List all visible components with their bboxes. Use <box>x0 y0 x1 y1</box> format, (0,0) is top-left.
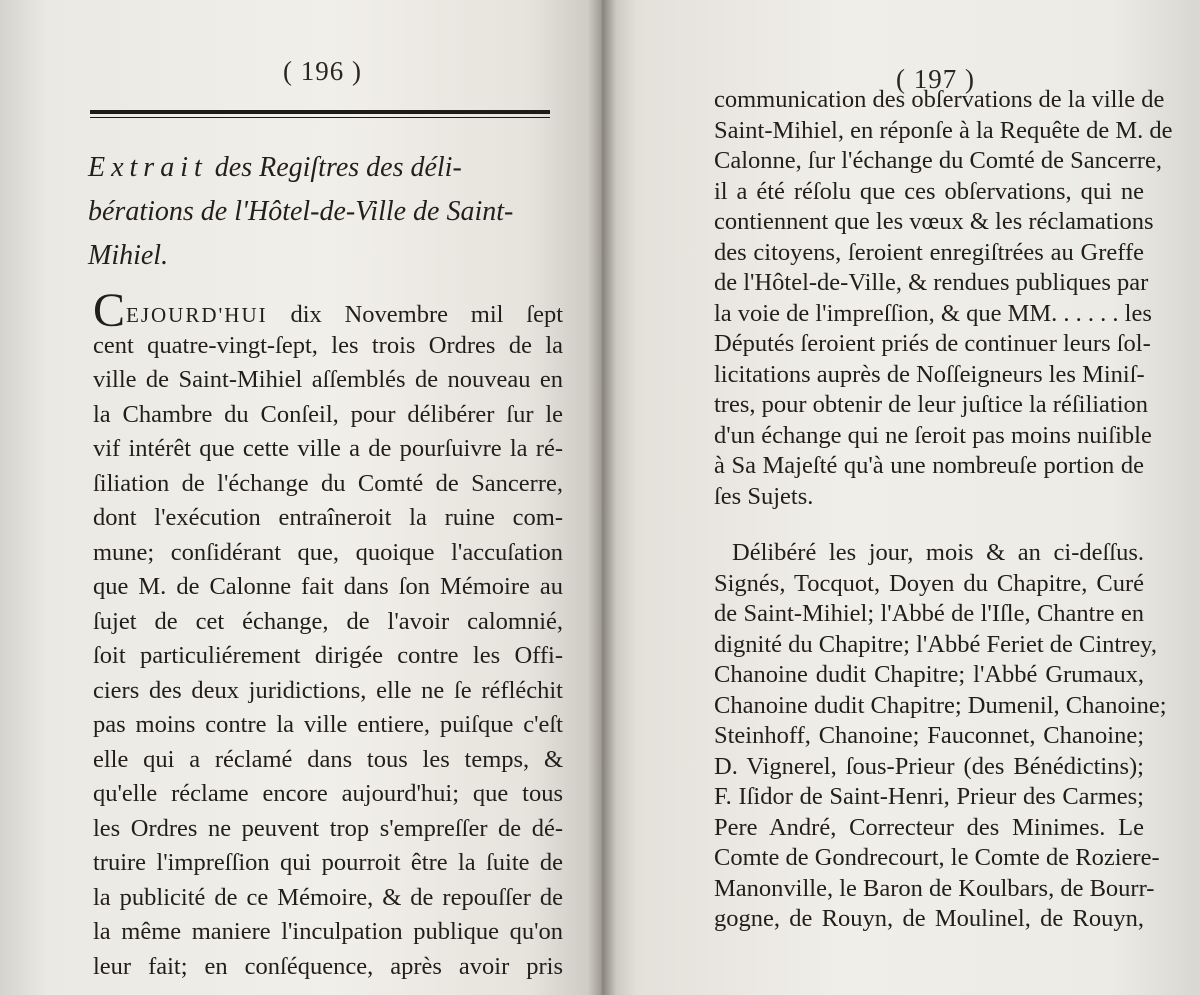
heading-rule-thin <box>90 117 550 118</box>
text-line: Calonne, ſur l'échange du Comté de Sancerre, <box>714 147 1162 174</box>
text-line: les Ordres ne peuvent trop s'empreſſer de dé- <box>93 814 563 842</box>
text-line: Steinhoff, Chanoine; Fauconnet, Chanoine; <box>714 722 1144 749</box>
text-line: ſujet de cet échange, de l'avoir calomnié, <box>93 607 563 635</box>
text-line: cent quatre-vingt-ſept, les trois Ordres de la <box>93 331 563 359</box>
text-line: gogne, de Rouyn, de Moulinel, de Rouyn, <box>714 905 1144 932</box>
text-line: mune; conſidérant que, quoique l'accuſation <box>93 538 563 566</box>
text-line: leur fait; en conſéquence, après avoir pris <box>93 952 563 980</box>
heading-line-2: bérations de l'Hôtel-de-Ville de Saint- <box>88 196 514 227</box>
text-line: la même maniere l'inculpation publique qu'on <box>93 918 563 945</box>
text-line: Manonville, le Baron de Koulbars, de Bourr- <box>714 874 1155 902</box>
page-number-left: ( 196 ) <box>283 56 362 86</box>
heading-rule-thick <box>90 110 550 114</box>
heading-line-1 <box>88 146 568 190</box>
text-line: communication des obſervations de la ville de <box>714 86 1165 113</box>
text-line: il a été réſolu que ces obſervations, qui ne <box>714 177 1144 205</box>
text-line <box>93 284 564 337</box>
text-line: elle qui a réclamé dans tous les temps, & <box>93 745 563 773</box>
text-line: la publicité de ce Mémoire, & de repouſſer de <box>93 883 563 911</box>
text-line: de Saint-Mihiel; l'Abbé de l'Iſle, Chantre en <box>714 600 1144 627</box>
text-line: D. Vignerel, ſous-Prieur (des Bénédictins); <box>714 752 1144 780</box>
right-body-text <box>714 85 1173 512</box>
text-line: Délibéré les jour, mois & an ci-deſſus. <box>732 539 1144 566</box>
drop-cap: C <box>93 284 126 337</box>
text-line: F. Iſidor de Saint-Henri, Prieur des Carmes; <box>714 783 1144 810</box>
text-line: truire l'impreſſion qui pourroit être la ſuite de <box>93 849 563 876</box>
text-line: que M. de Calonne fait dans ſon Mémoire au <box>93 573 563 600</box>
text-line: Députés ſeroient priés de continuer leurs ſol- <box>714 330 1151 357</box>
text-line: la voie de l'impreſſion, & que MM. . . . . . les <box>714 299 1152 327</box>
signatures-text <box>714 538 1167 935</box>
text-line: qu'elle réclame encore aujourd'hui; que tous <box>93 780 563 807</box>
text-line: ſes Sujets. <box>714 482 814 510</box>
text-line: dignité du Chapitre; l'Abbé Feriet de Cintrey, <box>714 630 1158 658</box>
text-line-content: dix Novembre mil ſept <box>290 301 564 328</box>
left-body-text <box>93 284 564 984</box>
first-word: EJOURD'HUI <box>126 303 268 327</box>
text-line: à Sa Majeſté qu'à une nombreuſe portion de <box>714 452 1144 479</box>
heading-line-3: Mihiel. <box>88 240 169 271</box>
book-gutter <box>588 0 616 995</box>
text-line: ville de Saint-Mihiel aſſemblés de nouveau en <box>93 366 563 393</box>
text-line: Pere André, Correcteur des Minimes. Le <box>714 813 1144 841</box>
text-line: ſoit particuliérement dirigée contre les Offi- <box>93 642 563 669</box>
text-line: licitations auprès de Noſſeigneurs les Miniſ- <box>714 360 1145 388</box>
text-line: de l'Hôtel-de-Ville, & rendues publiques par <box>714 269 1149 296</box>
text-line: Signés, Tocquot, Doyen du Chapitre, Curé <box>714 569 1144 597</box>
text-line: ciers des deux juridictions, elle ne ſe réfléchit <box>93 676 563 704</box>
heading-line-1-rest: des Regiſtres des déli- <box>214 152 462 183</box>
text-line: la Chambre du Conſeil, pour délibérer ſur le <box>93 400 563 428</box>
text-line: contiennent que les vœux & les réclamations <box>714 208 1154 235</box>
text-line: Comte de Gondrecourt, le Comte de Roziere- <box>714 844 1160 871</box>
text-line: des citoyens, ſeroient enregiſtrées au Greffe <box>714 238 1144 266</box>
text-line: ſiliation de l'échange du Comté de Sancerre, <box>93 469 563 497</box>
text-line: pas moins contre la ville entiere, puiſque c'eſt <box>93 711 563 738</box>
text-line: tres, pour obtenir de leur juſtice la réſiliation <box>714 391 1149 418</box>
heading-lead-word: Extrait <box>88 152 208 183</box>
text-line: Chanoine dudit Chapitre; l'Abbé Grumaux, <box>714 661 1144 688</box>
page-number-right: ( 197 ) <box>896 64 975 94</box>
text-line: Chanoine dudit Chapitre; Dumenil, Chanoine; <box>714 691 1167 719</box>
text-line: d'un échange qui ne ſeroit pas moins nuiſible <box>714 421 1152 449</box>
text-line: vif intérêt que cette ville a de pourſuivre la ré- <box>93 435 563 462</box>
section-heading <box>88 146 568 278</box>
text-line: dont l'exécution entraîneroit la ruine com- <box>93 504 563 531</box>
text-line: Saint-Mihiel, en réponſe à la Requête de M. de <box>714 116 1173 144</box>
